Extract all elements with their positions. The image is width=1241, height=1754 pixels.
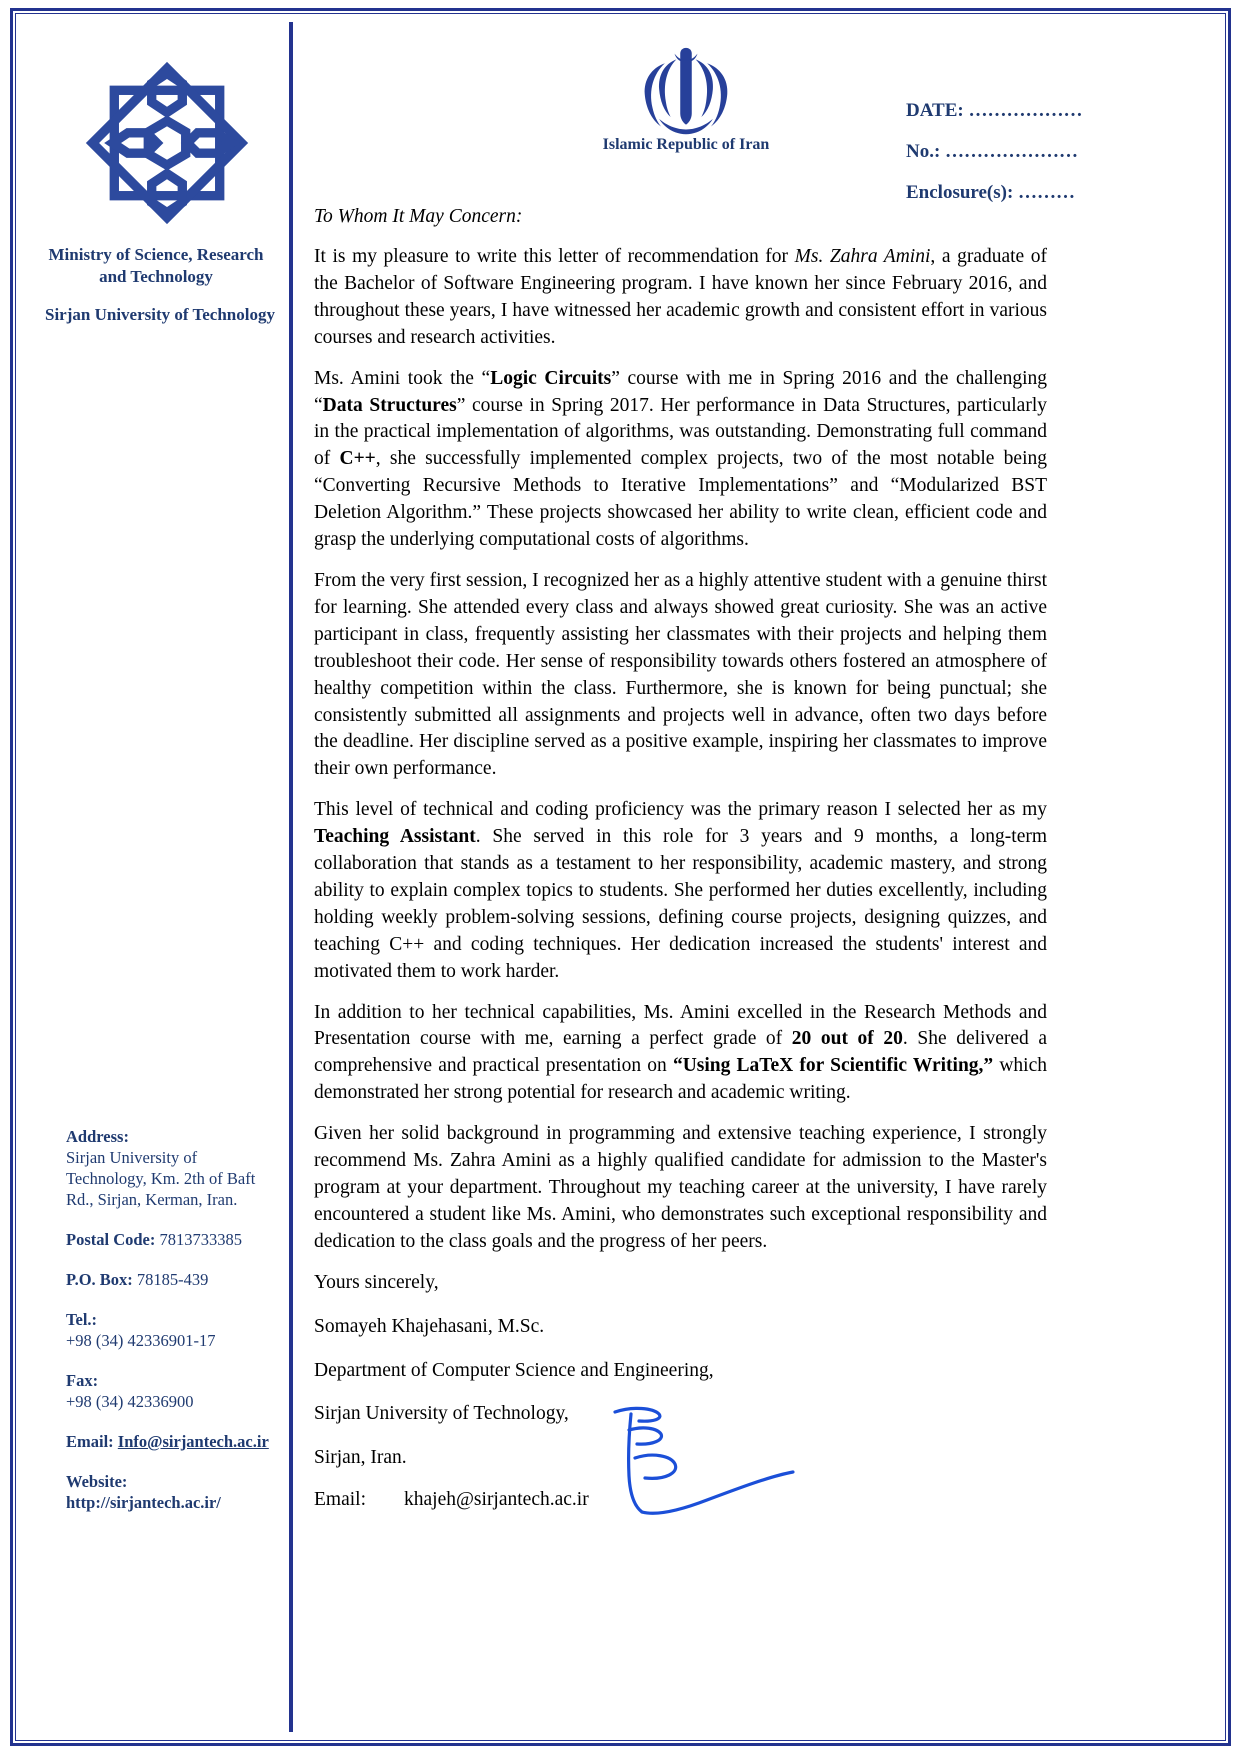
emblem-caption: Islamic Republic of Iran [602, 136, 770, 153]
tel-value: +98 (34) 42336901-17 [66, 1331, 216, 1350]
address-line-1: Sirjan University of [66, 1148, 198, 1167]
letter-paragraph: Ms. Amini took the “Logic Circuits” course with me in Spring 2016 and the challenging “Data Structures” course in Spring 2017. Her performance in Data Structures, particularly in the practical implementation of algorithms, was outstanding. Demonstrating full command of C++, she successfully implemented complex projects, two of the most notable being “Converting Recursive Methods to Iterative Implementations” and “Modularized BST Deletion Algorithm.” These projects showcased her ability to write clean, efficient code and grasp the underlying computational costs of algorithms. [314, 367, 1047, 551]
octagram-star-logo-icon [82, 58, 252, 228]
po-box-group [66, 1269, 302, 1290]
contact-block [66, 1126, 302, 1532]
tel-group [66, 1309, 302, 1351]
university-name: Sirjan University of Technology [45, 305, 275, 324]
ministry-name-line2: and Technology [99, 267, 213, 286]
salutation: To Whom It May Concern: [314, 206, 523, 227]
letter-paragraph: Given her solid background in programming and extensive teaching experience, I strongly recommend Ms. Zahra Amini as a highly qualified candidate for admission to the Master's program at your department. Throughout my teaching career at the university, I have rarely encountered a student like Ms. Amini, who demonstrates such exceptional responsibility and dedication to the class goals and the progress of her peers. [314, 1123, 1047, 1252]
website-group [66, 1471, 302, 1513]
signer-email-value: khajeh@sirjantech.ac.ir [404, 1489, 589, 1511]
signer-email-label: Email: [314, 1489, 366, 1511]
letter-paragraph: From the very first session, I recognized her as a highly attentive student with a genuine thirst for learning. She attended every class and always showed great curiosity. She was an active participant in class, frequently assisting her classmates with their projects and helping them troubleshoot their code. Her sense of responsibility towards others fostered an atmosphere of healthy competition within the class. Furthermore, she is known for being punctual; she consistently submitted all assignments and projects well in advance, often two days before the deadline. Her discipline served as a positive example, inspiring her classmates to improve their own performance. [314, 569, 1047, 780]
tel-label: Tel.: [66, 1310, 98, 1329]
website-link[interactable]: http://sirjantech.ac.ir/ [66, 1493, 221, 1512]
address-group [66, 1126, 302, 1210]
fax-group [66, 1370, 302, 1412]
sidebar-divider [289, 22, 293, 1732]
letter-paragraph: This level of technical and coding proficiency was the primary reason I selected her as my Teaching Assistant. She served in this role for 3 years and 9 months, a long-term collaboration that stands as a testament to her responsibility, academic mastery, and strong ability to explain complex topics to students. She performed her duties excellently, including holding weekly problem-solving sessions, defining course projects, designing quizzes, and teaching C++ and coding techniques. Her dedication increased the students' interest and motivated them to work harder. [314, 799, 1048, 982]
signer-name: Somayeh Khajehasani, M.Sc. [314, 1315, 545, 1337]
signer-city: Sirjan, Iran. [314, 1447, 407, 1469]
email-group [66, 1431, 302, 1452]
signer-university: Sirjan University of Technology, [314, 1403, 569, 1425]
address-line-2: Technology, Km. 2th of Baft [66, 1169, 256, 1188]
fax-label: Fax: [66, 1371, 99, 1390]
postal-code-value: 7813733385 [159, 1230, 242, 1249]
address-line-3: Rd., Sirjan, Kerman, Iran. [66, 1190, 238, 1209]
ministry-name [24, 244, 288, 288]
closing-sincerely: Yours sincerely, [314, 1271, 439, 1293]
po-box-value: 78185-439 [136, 1270, 209, 1289]
letter-paragraph: It is my pleasure to write this letter of recommendation for Ms. Zahra Amini, a graduate of the Bachelor of Software Engineering program. I have known her since February 2016, and throughout these years, I have witnessed her academic growth and consistent effort in various courses and research activities. [314, 246, 1048, 348]
signer-email-row [314, 1489, 1047, 1511]
po-box-label: P.O. Box: [66, 1270, 133, 1289]
signer-department: Department of Computer Science and Engineering, [314, 1359, 714, 1381]
fax-value: +98 (34) 42336900 [66, 1392, 194, 1411]
postal-code-group [66, 1229, 302, 1250]
letter-meta-fields [906, 100, 1226, 223]
number-field[interactable]: No.: ………………… [906, 141, 1079, 162]
enclosure-field[interactable]: Enclosure(s): ……… [906, 182, 1076, 203]
letterhead-sidebar [24, 22, 288, 1732]
postal-code-label: Postal Code: [66, 1230, 156, 1249]
ministry-name-line1: Ministry of Science, Research [48, 245, 264, 264]
letter-paragraph: In addition to her technical capabilities, Ms. Amini excelled in the Research Methods and Presentation course with me, earning a perfect grade of 20 out of 20. She delivered a comprehensive and practical presentation on “Using LaTeX for Scientific Writing,” which demonstrated her strong potential for research and academic writing. [314, 1001, 1048, 1104]
letter-body [314, 206, 1047, 1511]
email-link[interactable]: Info@sirjantech.ac.ir [117, 1432, 269, 1451]
address-label: Address: [66, 1127, 129, 1146]
email-label: Email: [66, 1432, 114, 1451]
iran-national-emblem-icon [638, 44, 734, 140]
letter-paragraphs [314, 244, 1047, 1256]
date-field[interactable]: DATE: ……………… [906, 100, 1083, 121]
website-label: Website: [66, 1472, 128, 1491]
